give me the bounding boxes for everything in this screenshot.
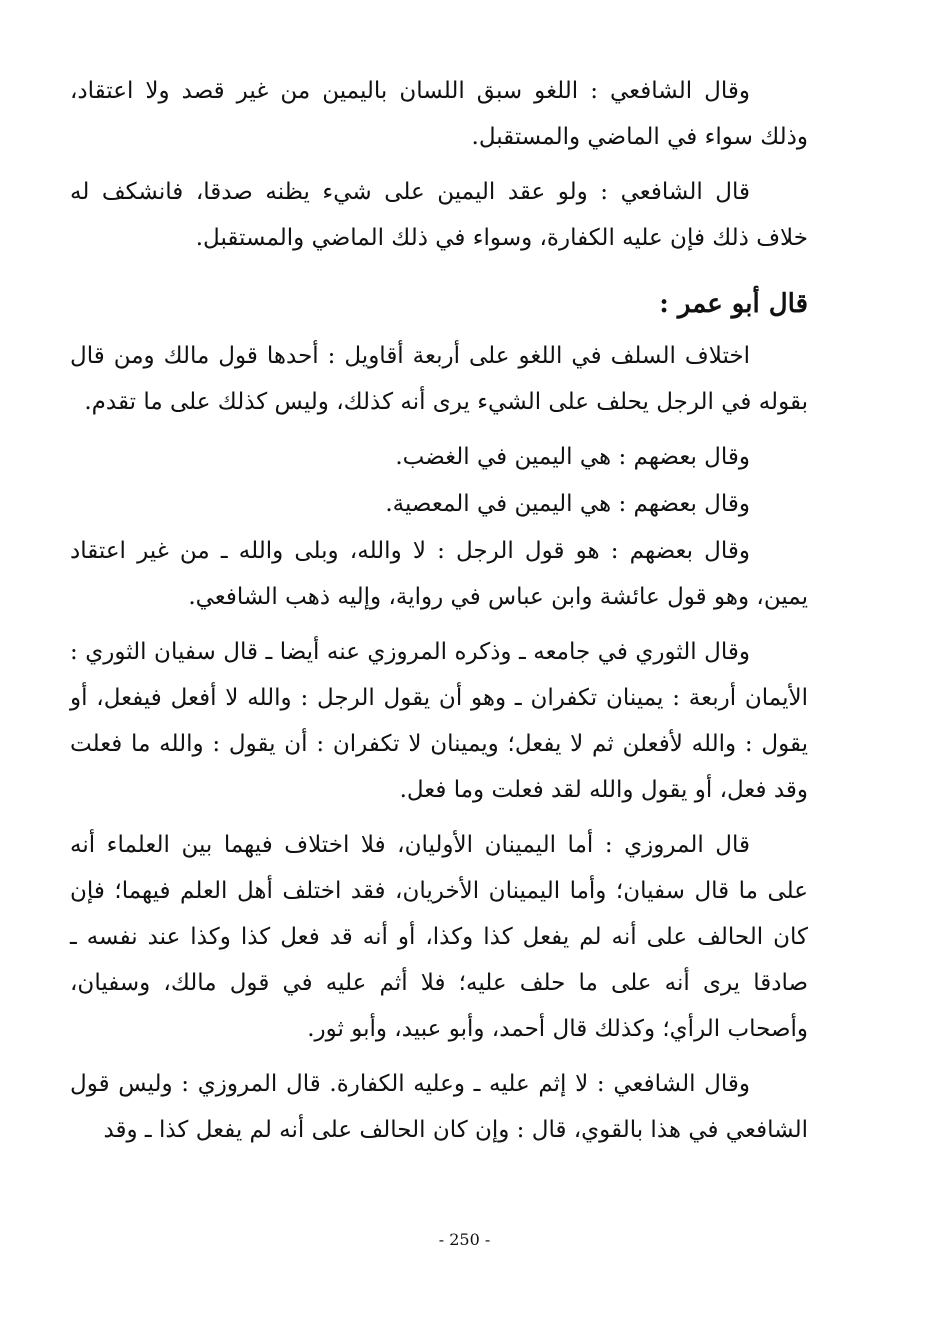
paragraph-3: اختلاف السلف في اللغو على أربعة أقاويل : أحدها قول مالك ومن قال بقوله في الرجل يحلف على الشيء يرى أنه كذلك، وليس كذلك على ما تقدم. [70, 343, 808, 415]
paragraph-5: وقال بعضهم : هي اليمين في المعصية. [385, 491, 750, 517]
paragraph-9: وقال الشافعي : لا إثم عليه ـ وعليه الكفارة. قال المروزي : وليس قول الشافعي في هذا بالقوي، قال : وإن كان الحالف على أنه لم يفعل كذا ـ وقد [70, 1071, 808, 1143]
page-body [70, 68, 808, 1162]
paragraph-6: وقال بعضهم : هو قول الرجل : لا والله، وبلى والله ـ من غير اعتقاد يمين، وهو قول عائشة وابن عباس في رواية، وإليه ذهب الشافعي. [70, 538, 808, 610]
paragraph-8: قال المروزي : أما اليمينان الأوليان، فلا اختلاف فيهما بين العلماء أنه على ما قال سفيان؛ وأما اليمينان الأخريان، فقد اختلف أهل العلم فيهما؛ فإن كان الحالف على أنه لم يفعل كذا وكذا، أو أنه قد فعل كذا وكذا عند نفسه ـ صادقا يرى أنه على ما حلف عليه؛ فلا أثم عليه في قول مالك، وسفيان، وأصحاب الرأي؛ وكذلك قال أحمد، وأبو عبيد، وأبو ثور. [70, 832, 808, 1042]
paragraph-1: وقال الشافعي : اللغو سبق اللسان باليمين من غير قصد ولا اعتقاد، وذلك سواء في الماضي والمستقبل. [70, 78, 808, 150]
paragraph-7: وقال الثوري في جامعه ـ وذكره المروزي عنه أيضا ـ قال سفيان الثوري : الأيمان أربعة : يمينان تكفران ـ وهو أن يقول الرجل : والله لا أفعل فيفعل، أو يقول : والله لأفعلن ثم لا يفعل؛ ويمينان لا تكفران : أن يقول : والله ما فعلت وقد فعل، أو يقول والله لقد فعلت وما فعل. [70, 639, 808, 803]
paragraph-2: قال الشافعي : ولو عقد اليمين على شيء يظنه صدقا، فانشكف له خلاف ذلك فإن عليه الكفارة، وسواء في ذلك الماضي والمستقبل. [70, 179, 808, 251]
paragraph-4: وقال بعضهم : هي اليمين في الغضب. [395, 444, 750, 470]
section-heading: قال أبو عمر : [659, 289, 808, 319]
page-number: - 250 - [438, 1230, 491, 1249]
